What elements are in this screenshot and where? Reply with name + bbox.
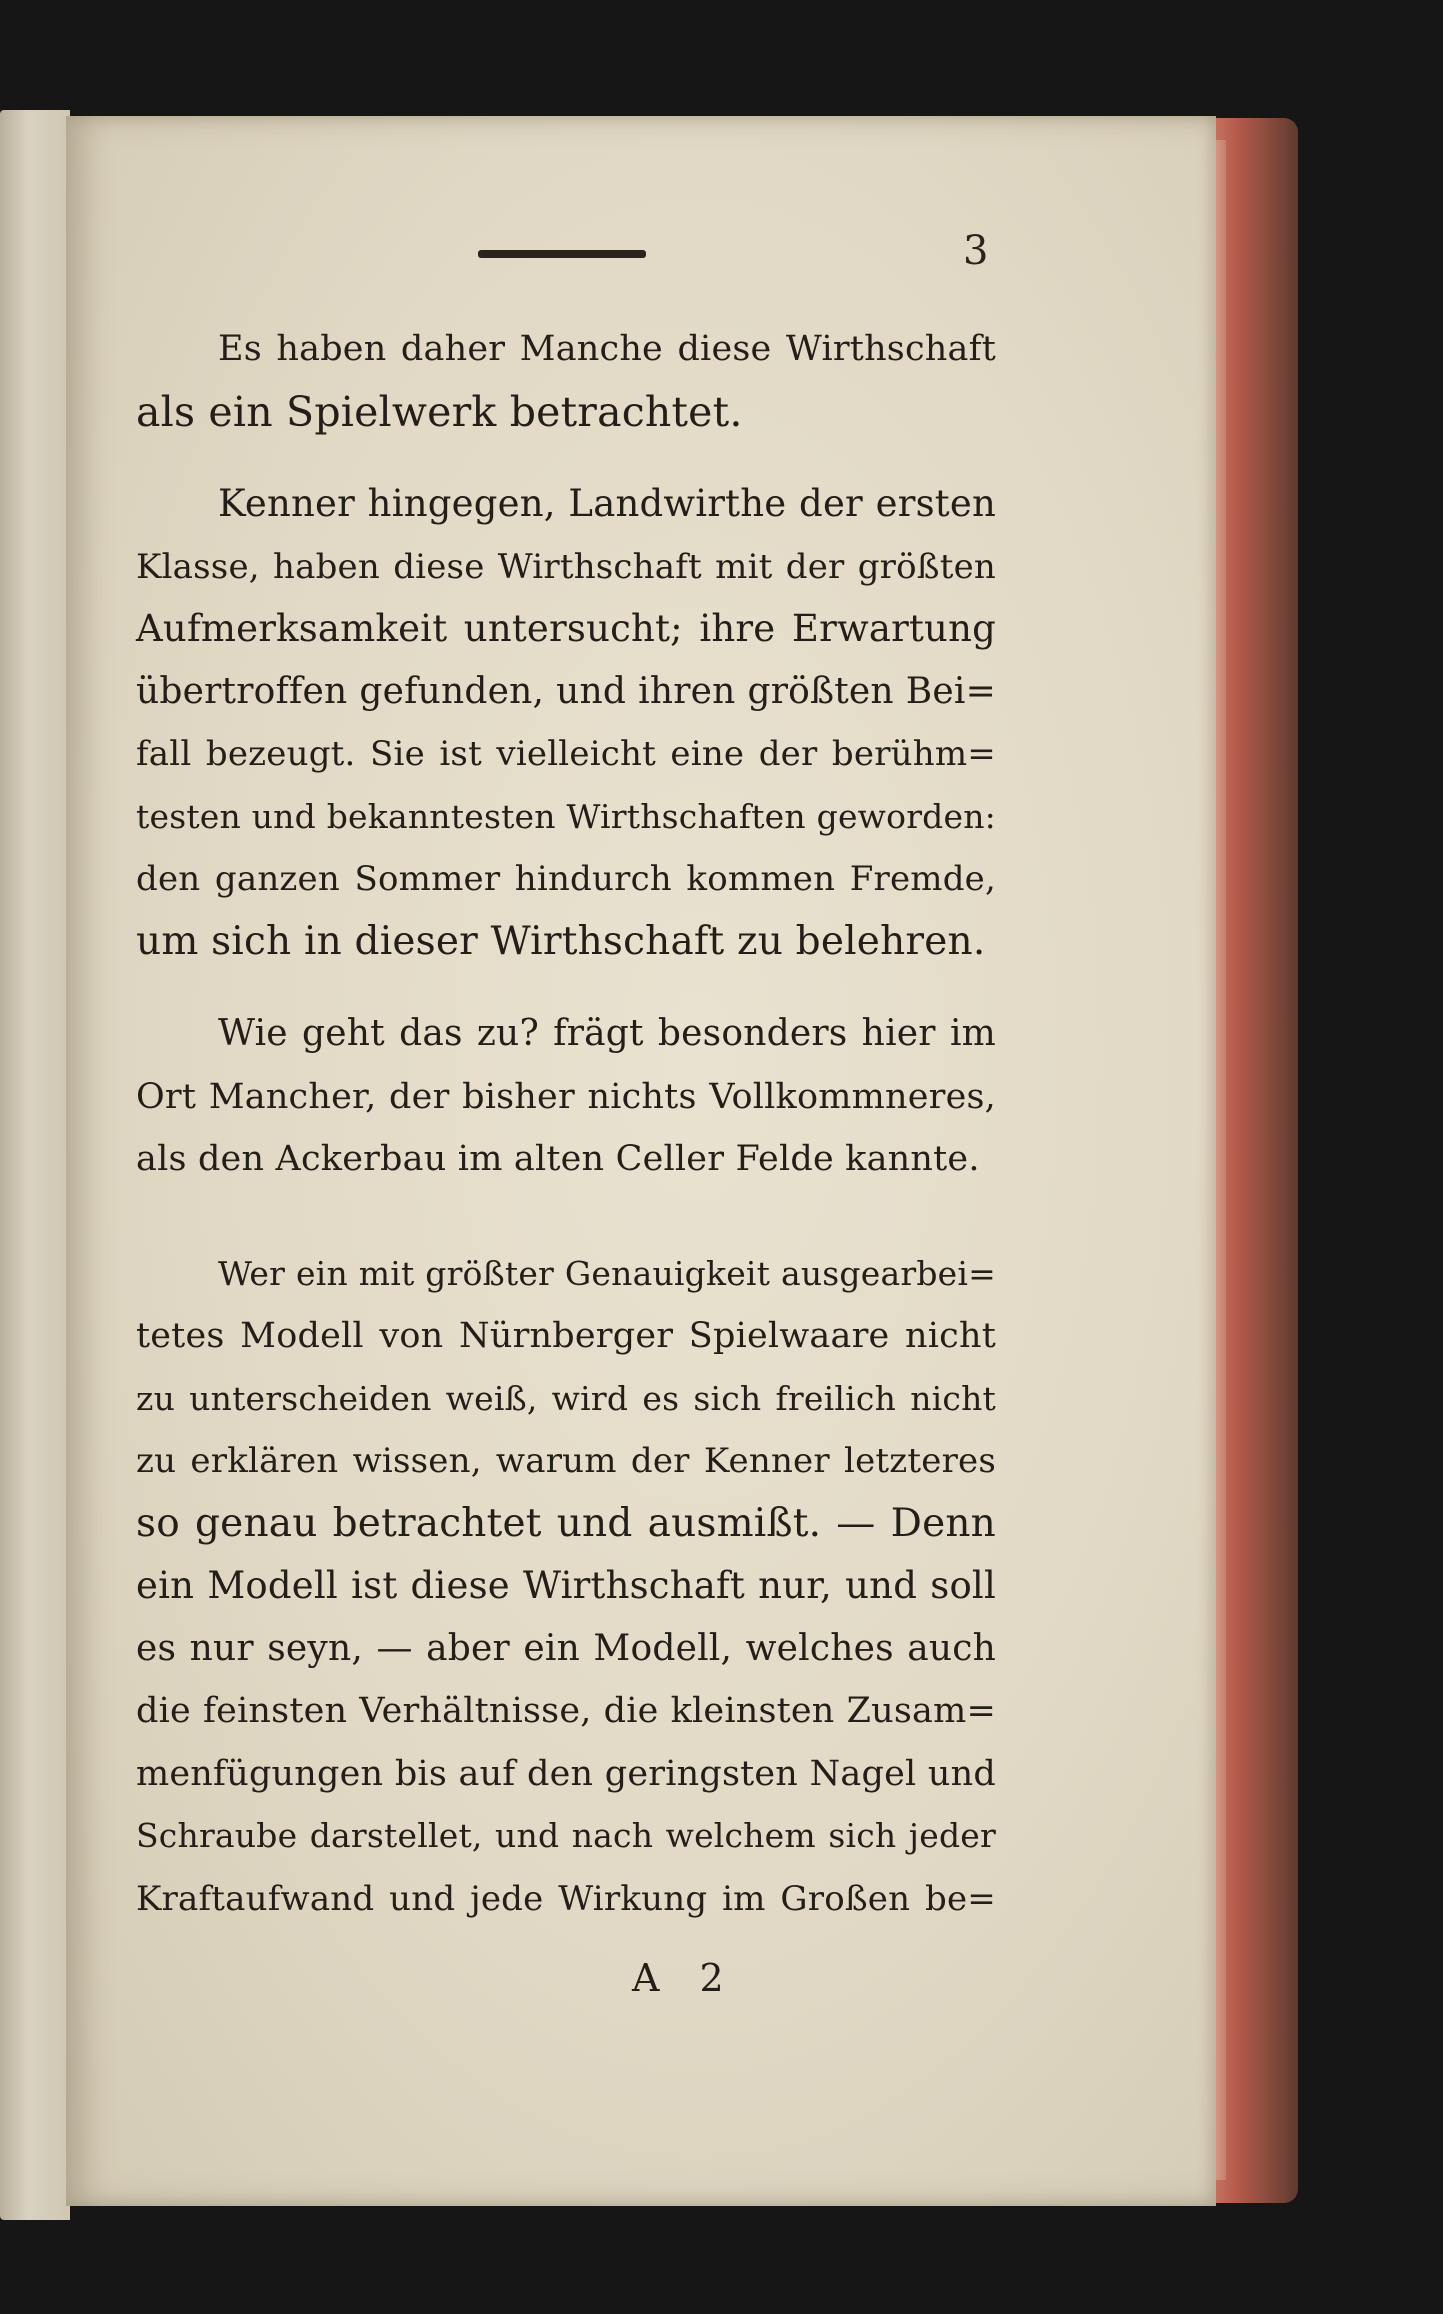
text-line: um sich in dieser Wirthschaft zu belehren. — [136, 918, 986, 964]
text-line: übertroffen gefunden, und ihren größten Bei= — [136, 670, 996, 712]
text-line: zu erklären wissen, warum der Kenner letzteres — [136, 1441, 996, 1481]
text-line: zu unterscheiden weiß, wird es sich freilich nicht — [136, 1378, 996, 1418]
text-line: als den Ackerbau im alten Celler Felde kannte. — [136, 1139, 980, 1179]
text-line: Kraftaufwand und jede Wirkung im Großen be= — [136, 1878, 996, 1919]
left-page-edge — [0, 110, 70, 2220]
text-line: Klasse, haben diese Wirthschaft mit der größten — [136, 546, 996, 587]
text-line: Aufmerksamkeit untersucht; ihre Erwartung — [136, 607, 996, 650]
text-line: ein Modell ist diese Wirthschaft nur, und soll — [136, 1564, 996, 1607]
text-line: Ort Mancher, der bisher nichts Vollkommneres, — [136, 1076, 996, 1117]
text-line: den ganzen Sommer hindurch kommen Fremde, — [136, 859, 996, 899]
text-line: es nur seyn, — aber ein Modell, welches auch — [136, 1627, 996, 1669]
text-line: Wer ein mit größter Genauigkeit ausgearbei= — [218, 1253, 996, 1293]
text-line: Es haben daher Manche diese Wirthschaft — [218, 329, 996, 369]
page-number: 3 — [963, 228, 989, 274]
text-line: die feinsten Verhältnisse, die kleinsten Zusam= — [136, 1691, 996, 1731]
text-line: tetes Modell von Nürnberger Spielwaare nicht — [136, 1316, 996, 1356]
page-text — [136, 318, 996, 1930]
text-line: Kenner hingegen, Landwirthe der ersten — [218, 482, 996, 525]
text-line: Schraube darstellet, und nach welchem sich jeder — [136, 1816, 996, 1855]
text-line: Wie geht das zu? frägt besonders hier im — [218, 1013, 996, 1054]
text-line: so genau betrachtet und ausmißt. — Denn — [136, 1500, 996, 1546]
text-line: menfügungen bis auf den geringsten Nagel und — [136, 1753, 996, 1794]
signature-mark: A 2 — [632, 1956, 738, 2000]
text-line: fall bezeugt. Sie ist vielleicht eine der berühm= — [136, 734, 996, 774]
header-rule — [478, 250, 646, 258]
text-line: als ein Spielwerk betrachtet. — [136, 387, 743, 436]
text-line: testen und bekanntesten Wirthschaften geworden: — [136, 796, 996, 836]
